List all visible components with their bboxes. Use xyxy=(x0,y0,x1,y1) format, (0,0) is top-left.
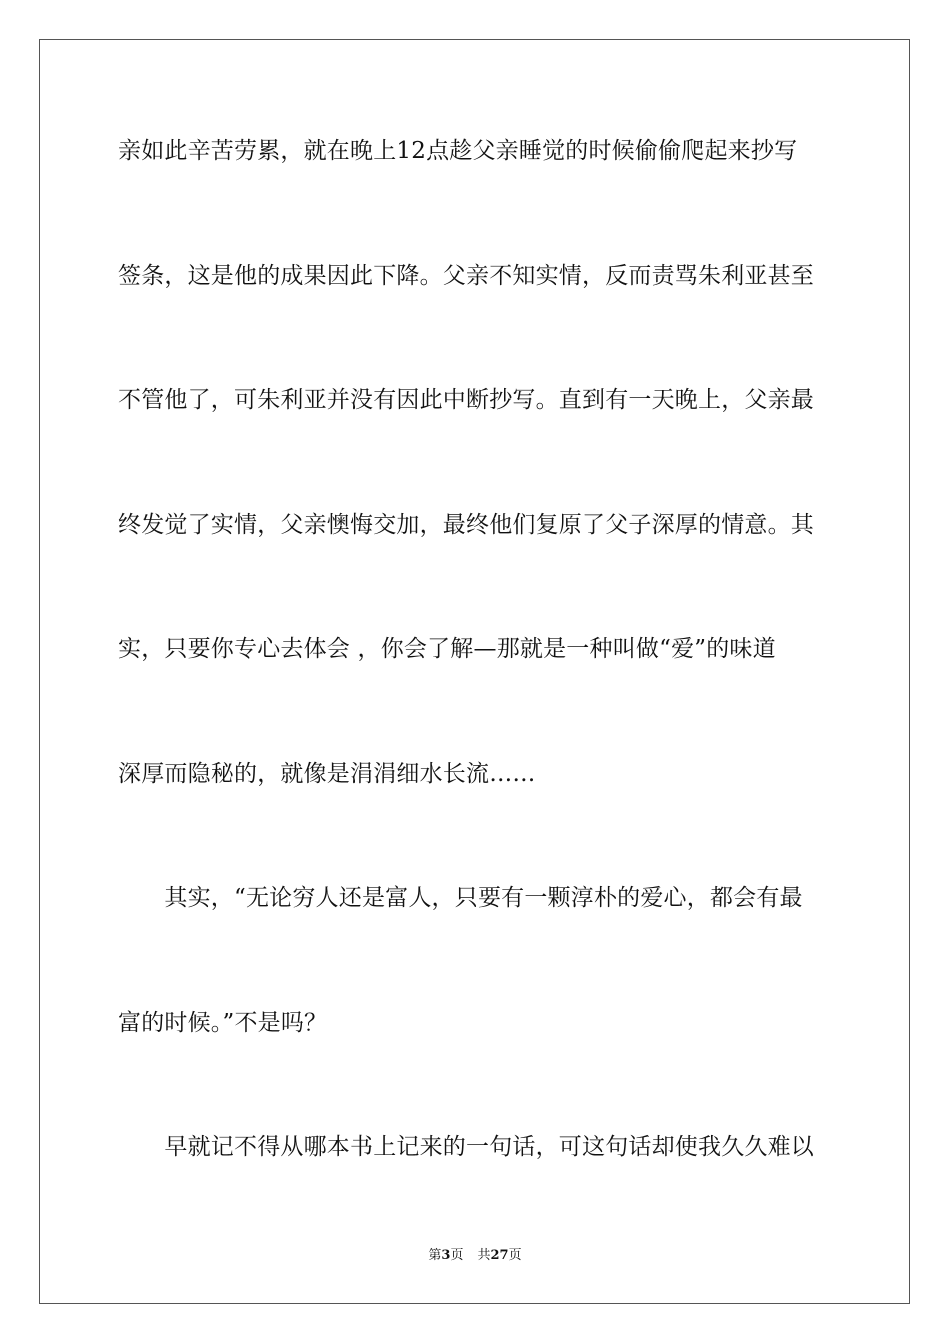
body-text-line: 富的时候。”不是吗？ xyxy=(118,1010,328,1036)
body-text-line: 实，只要你专心去体会 ，你会了解—那就是一种叫做“爱”的味道 xyxy=(118,636,776,662)
page-footer xyxy=(0,1248,950,1264)
total-prefix: 共 xyxy=(477,1248,491,1263)
page-suffix: 页 xyxy=(450,1248,464,1263)
body-text-line: 亲如此辛苦劳累，就在晚上12点趁父亲睡觉的时候偷偷爬起来抄写 xyxy=(118,138,798,164)
body-text-line: 不管他了，可朱利亚并没有因此中断抄写。直到有一天晚上，父亲最 xyxy=(118,387,814,413)
page-number: 3 xyxy=(441,1248,451,1263)
body-text-line: 终发觉了实情，父亲懊悔交加，最终他们复原了父子深厚的情意。其 xyxy=(118,512,814,538)
body-text-line: 其实，“无论穷人还是富人，只要有一颗淳朴的爱心，都会有最 xyxy=(118,885,803,911)
body-text-line: 早就记不得从哪本书上记来的一句话，可这句话却使我久久难以 xyxy=(118,1134,814,1160)
page-border xyxy=(39,39,910,1304)
page-prefix: 第 xyxy=(428,1248,442,1263)
body-text-line: 签条，这是他的成果因此下降。父亲不知实情，反而责骂朱利亚甚至 xyxy=(118,263,814,289)
total-pages: 27 xyxy=(490,1248,509,1263)
body-text-line: 深厚而隐秘的，就像是涓涓细水长流…… xyxy=(118,761,536,787)
total-suffix: 页 xyxy=(508,1248,522,1263)
